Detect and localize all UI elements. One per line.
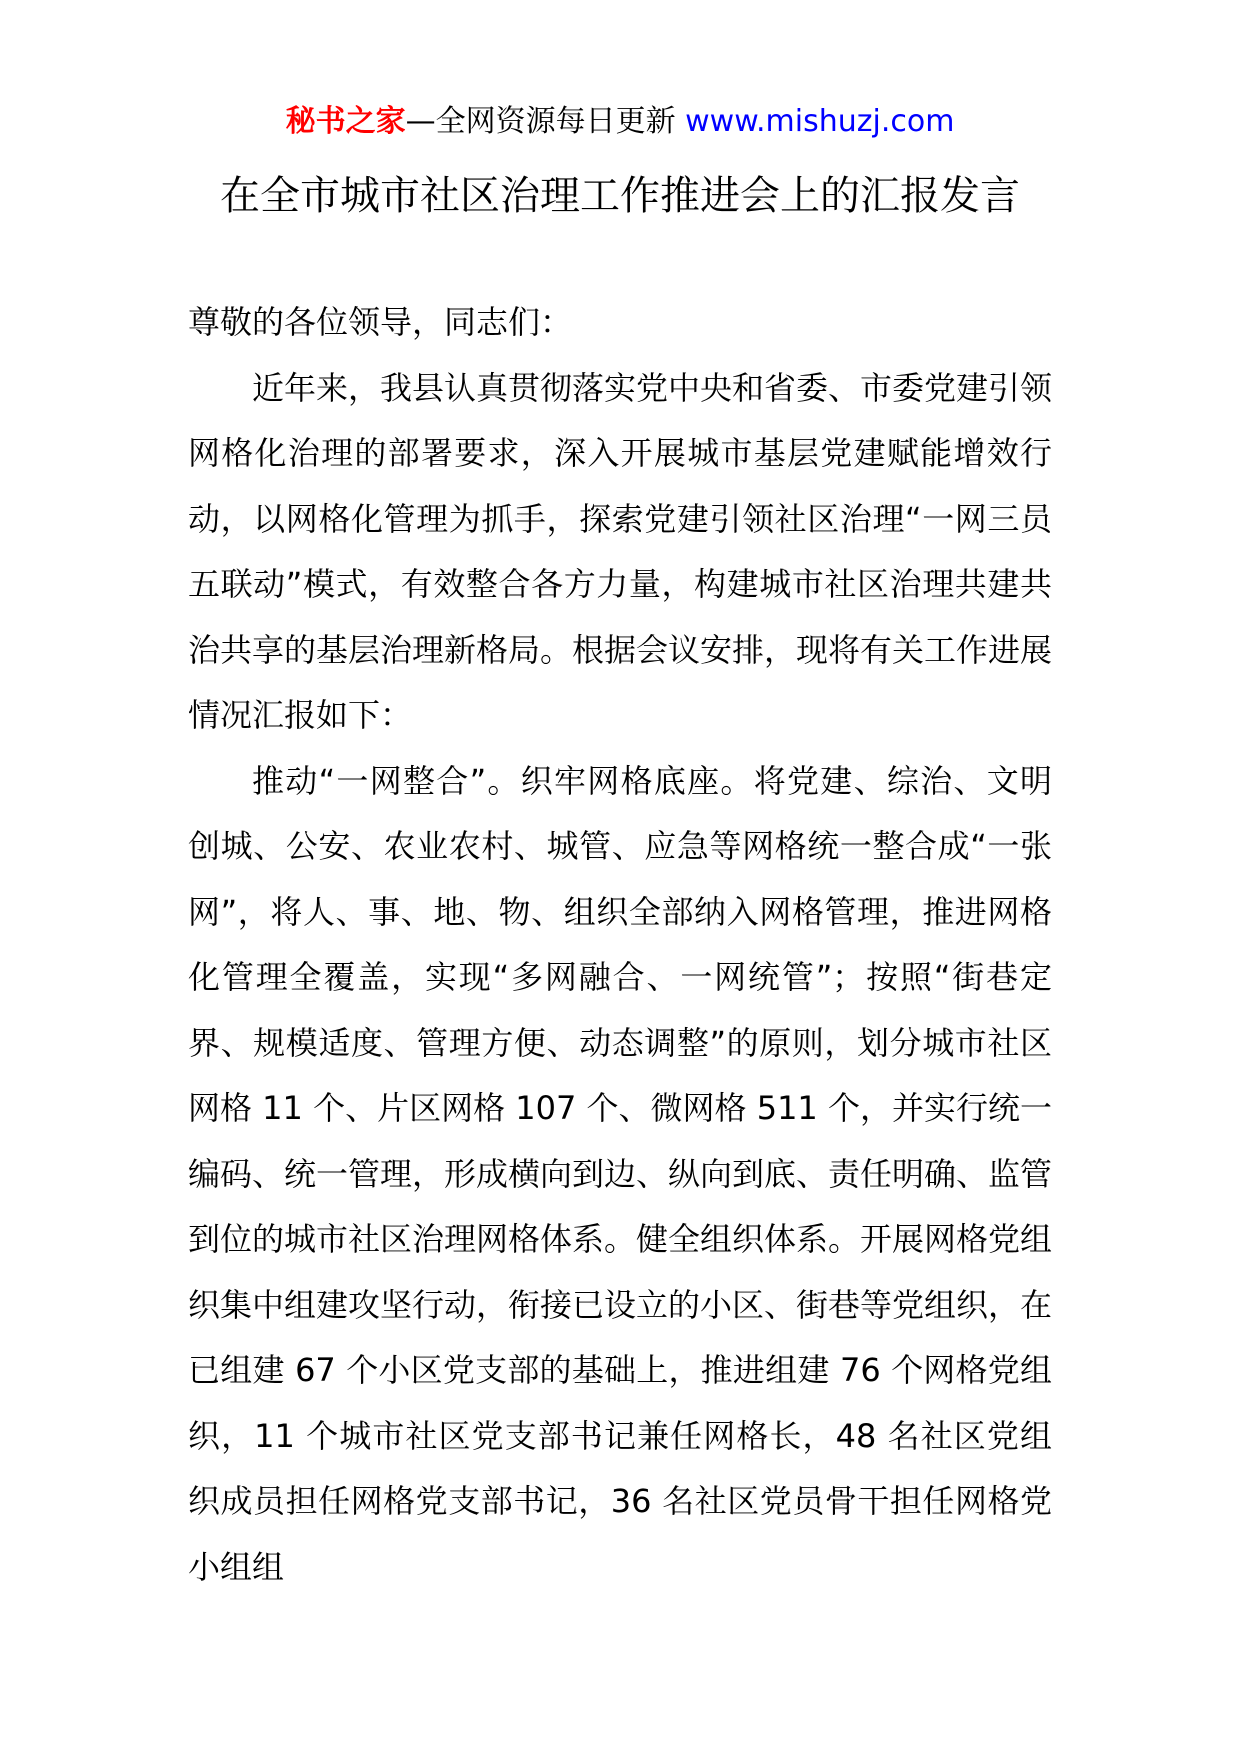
paragraph-one-network: 推动“一网整合”。织牢网格底座。将党建、综治、文明创城、公安、农业农村、城管、应急等网格统一整合成“一张网”，将人、事、地、物、组织全部纳入网格管理，推进网格化管理全覆盖，实现“多网融合、一网统管”；按照“街巷定界、规模适度、管理方便、动态调整”的原则，划分城市社区网格 11 个、片区网格 107 个、微网格 511 个，并实行统一编码、统一管理，形成横向到边、纵向到底、责任明确、监管到位的城市社区治理网格体系。健全组织体系。开展网格党组织集中组建攻坚行动，衔接已设立的小区、街巷等党组织，在已组建 67 个小区党支部的基础上，推进组建 76 个网格党组织，11 个城市社区党支部书记兼任网格长，48 名社区党组织成员担任网格党支部书记，36 名社区党员骨干担任网格党小组组 <box>188 761 1053 1586</box>
document-title: 在全市城市社区治理工作推进会上的汇报发言 <box>220 173 1020 219</box>
paragraph-intro: 近年来，我县认真贯彻落实党中央和省委、市委党建引领网格化治理的部署要求，深入开展城市基层党建赋能增效行动，以网格化管理为抓手，探索党建引领社区治理“一网三员五联动”模式，有效整合各方力量，构建城市社区治理共建共治共享的基层治理新格局。根据会议安排，现将有关工作进展情况汇报如下： <box>188 368 1053 734</box>
site-brand: 秘书之家 <box>285 104 406 139</box>
salutation: 尊敬的各位领导，同志们： <box>188 303 573 341</box>
site-url-link[interactable]: www.mishuzj.com <box>685 104 955 139</box>
site-tagline: —全网资源每日更新 <box>405 104 676 139</box>
document-body <box>188 290 1052 1600</box>
site-header <box>0 100 1240 144</box>
